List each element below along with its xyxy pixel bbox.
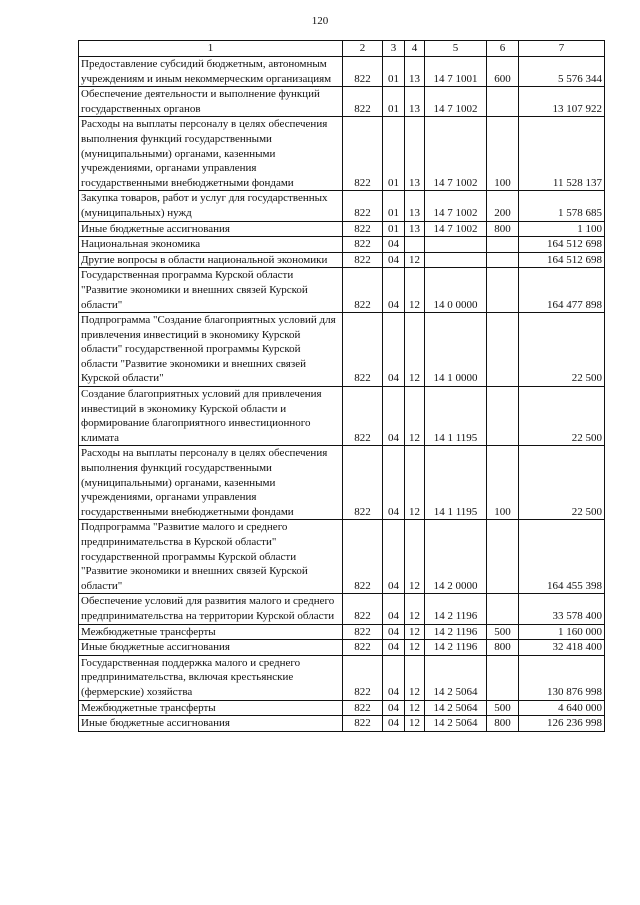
row-vr-cell: 800 <box>487 716 519 732</box>
row-section-cell: 04 <box>383 716 405 732</box>
header-cell-3: 3 <box>383 41 405 57</box>
row-name-cell: Создание благоприятных условий для привлечения инвестиций в экономику Курской области и формирование благоприятного инвестиционного климата <box>79 387 343 446</box>
row-csr-cell: 14 7 1002 <box>425 221 487 237</box>
row-subsection-cell: 13 <box>405 87 425 117</box>
row-csr-cell: 14 7 1002 <box>425 87 487 117</box>
table-row <box>79 716 605 732</box>
row-code-cell: 822 <box>343 655 383 700</box>
row-amount-cell: 1 578 685 <box>519 191 605 221</box>
row-name-cell: Национальная экономика <box>79 237 343 253</box>
table-row <box>79 221 605 237</box>
row-name-cell: Межбюджетные трансферты <box>79 700 343 716</box>
table-row <box>79 57 605 87</box>
row-section-cell: 01 <box>383 221 405 237</box>
row-vr-cell: 500 <box>487 700 519 716</box>
row-section-cell: 04 <box>383 640 405 656</box>
row-name-cell: Иные бюджетные ассигнования <box>79 221 343 237</box>
table-row <box>79 624 605 640</box>
row-vr-cell <box>487 520 519 594</box>
table-row <box>79 387 605 446</box>
row-section-cell: 01 <box>383 191 405 221</box>
row-vr-cell <box>487 594 519 624</box>
row-subsection-cell: 12 <box>405 313 425 387</box>
row-vr-cell <box>487 655 519 700</box>
table-row <box>79 594 605 624</box>
row-amount-cell: 32 418 400 <box>519 640 605 656</box>
row-csr-cell: 14 1 0000 <box>425 313 487 387</box>
row-amount-cell: 164 477 898 <box>519 268 605 313</box>
row-code-cell: 822 <box>343 640 383 656</box>
row-csr-cell: 14 2 5064 <box>425 716 487 732</box>
row-amount-cell: 33 578 400 <box>519 594 605 624</box>
row-name-cell: Подпрограмма "Создание благоприятных условий для привлечения инвестиций в экономику Курской области" государственной программы Курской области "Развитие экономики и внешних связей Курской области" <box>79 313 343 387</box>
row-csr-cell: 14 7 1002 <box>425 191 487 221</box>
row-subsection-cell: 12 <box>405 268 425 313</box>
row-section-cell: 01 <box>383 87 405 117</box>
row-name-cell: Межбюджетные трансферты <box>79 624 343 640</box>
row-csr-cell: 14 0 0000 <box>425 268 487 313</box>
row-csr-cell: 14 2 1196 <box>425 624 487 640</box>
row-subsection-cell <box>405 237 425 253</box>
row-csr-cell: 14 1 1195 <box>425 446 487 520</box>
row-vr-cell <box>487 237 519 253</box>
table-row <box>79 700 605 716</box>
table-row <box>79 87 605 117</box>
header-cell-2: 2 <box>343 41 383 57</box>
table-row <box>79 520 605 594</box>
row-code-cell: 822 <box>343 237 383 253</box>
row-amount-cell: 13 107 922 <box>519 87 605 117</box>
row-vr-cell: 200 <box>487 191 519 221</box>
row-subsection-cell: 12 <box>405 252 425 268</box>
row-code-cell: 822 <box>343 520 383 594</box>
row-code-cell: 822 <box>343 221 383 237</box>
page-number: 120 <box>311 15 329 27</box>
table-header-row <box>79 41 605 57</box>
row-vr-cell <box>487 313 519 387</box>
row-code-cell: 822 <box>343 313 383 387</box>
row-section-cell: 01 <box>383 117 405 191</box>
row-subsection-cell: 13 <box>405 117 425 191</box>
row-vr-cell: 800 <box>487 221 519 237</box>
row-csr-cell: 14 7 1001 <box>425 57 487 87</box>
row-name-cell: Закупка товаров, работ и услуг для государственных (муниципальных) нужд <box>79 191 343 221</box>
row-csr-cell: 14 2 0000 <box>425 520 487 594</box>
row-code-cell: 822 <box>343 252 383 268</box>
table-row <box>79 446 605 520</box>
row-code-cell: 822 <box>343 624 383 640</box>
row-subsection-cell: 13 <box>405 221 425 237</box>
header-cell-4: 4 <box>405 41 425 57</box>
row-section-cell: 04 <box>383 655 405 700</box>
row-section-cell: 04 <box>383 594 405 624</box>
row-code-cell: 822 <box>343 387 383 446</box>
row-code-cell: 822 <box>343 446 383 520</box>
row-subsection-cell: 12 <box>405 387 425 446</box>
row-vr-cell <box>487 387 519 446</box>
row-csr-cell: 14 2 5064 <box>425 700 487 716</box>
row-subsection-cell: 12 <box>405 446 425 520</box>
row-section-cell: 04 <box>383 387 405 446</box>
row-csr-cell: 14 1 1195 <box>425 387 487 446</box>
row-vr-cell <box>487 252 519 268</box>
row-amount-cell: 130 876 998 <box>519 655 605 700</box>
row-name-cell: Государственная поддержка малого и среднего предпринимательства, включая крестьянские (фермерские) хозяйства <box>79 655 343 700</box>
row-subsection-cell: 12 <box>405 624 425 640</box>
row-vr-cell <box>487 87 519 117</box>
row-name-cell: Подпрограмма "Развитие малого и среднего предпринимательства в Курской области" государственной программы Курской области "Развитие экономики и внешних связей Курской области" <box>79 520 343 594</box>
row-code-cell: 822 <box>343 191 383 221</box>
row-section-cell: 04 <box>383 313 405 387</box>
row-amount-cell: 22 500 <box>519 446 605 520</box>
row-csr-cell: 14 2 1196 <box>425 594 487 624</box>
row-subsection-cell: 13 <box>405 57 425 87</box>
row-name-cell: Расходы на выплаты персоналу в целях обеспечения выполнения функций государственными (муниципальными) органами, казенными учреждениями, органами управления государственными внебюджетными фондами <box>79 446 343 520</box>
row-code-cell: 822 <box>343 57 383 87</box>
row-amount-cell: 1 100 <box>519 221 605 237</box>
row-csr-cell: 14 7 1002 <box>425 117 487 191</box>
row-section-cell: 04 <box>383 624 405 640</box>
table-row <box>79 237 605 253</box>
row-name-cell: Обеспечение деятельности и выполнение функций государственных органов <box>79 87 343 117</box>
row-vr-cell: 600 <box>487 57 519 87</box>
row-section-cell: 01 <box>383 57 405 87</box>
row-subsection-cell: 12 <box>405 640 425 656</box>
table-row <box>79 313 605 387</box>
row-csr-cell: 14 2 1196 <box>425 640 487 656</box>
table-row <box>79 252 605 268</box>
header-cell-7: 7 <box>519 41 605 57</box>
row-code-cell: 822 <box>343 716 383 732</box>
row-vr-cell: 800 <box>487 640 519 656</box>
row-vr-cell: 500 <box>487 624 519 640</box>
table-row <box>79 655 605 700</box>
row-name-cell: Иные бюджетные ассигнования <box>79 640 343 656</box>
row-amount-cell: 164 512 698 <box>519 252 605 268</box>
row-amount-cell: 126 236 998 <box>519 716 605 732</box>
table-row <box>79 268 605 313</box>
table-row <box>79 117 605 191</box>
header-cell-6: 6 <box>487 41 519 57</box>
row-code-cell: 822 <box>343 700 383 716</box>
budget-table <box>78 40 605 732</box>
row-amount-cell: 164 512 698 <box>519 237 605 253</box>
row-subsection-cell: 12 <box>405 655 425 700</box>
header-cell-5: 5 <box>425 41 487 57</box>
row-name-cell: Предоставление субсидий бюджетным, автономным учреждениям и иным некоммерческим организациям <box>79 57 343 87</box>
row-amount-cell: 22 500 <box>519 387 605 446</box>
header-cell-1: 1 <box>79 41 343 57</box>
row-name-cell: Иные бюджетные ассигнования <box>79 716 343 732</box>
row-amount-cell: 4 640 000 <box>519 700 605 716</box>
row-amount-cell: 1 160 000 <box>519 624 605 640</box>
row-csr-cell: 14 2 5064 <box>425 655 487 700</box>
row-section-cell: 04 <box>383 268 405 313</box>
row-amount-cell: 22 500 <box>519 313 605 387</box>
row-code-cell: 822 <box>343 87 383 117</box>
row-name-cell: Государственная программа Курской области "Развитие экономики и внешних связей Курской области" <box>79 268 343 313</box>
row-subsection-cell: 12 <box>405 716 425 732</box>
row-subsection-cell: 12 <box>405 520 425 594</box>
row-csr-cell <box>425 252 487 268</box>
row-section-cell: 04 <box>383 700 405 716</box>
row-name-cell: Другие вопросы в области национальной экономики <box>79 252 343 268</box>
table-body <box>79 57 605 732</box>
row-amount-cell: 11 528 137 <box>519 117 605 191</box>
row-subsection-cell: 12 <box>405 594 425 624</box>
row-subsection-cell: 12 <box>405 700 425 716</box>
row-vr-cell: 100 <box>487 117 519 191</box>
row-section-cell: 04 <box>383 520 405 594</box>
row-section-cell: 04 <box>383 446 405 520</box>
row-name-cell: Обеспечение условий для развития малого и среднего предпринимательства на территории Курской области <box>79 594 343 624</box>
row-code-cell: 822 <box>343 594 383 624</box>
row-amount-cell: 5 576 344 <box>519 57 605 87</box>
row-code-cell: 822 <box>343 117 383 191</box>
row-name-cell: Расходы на выплаты персоналу в целях обеспечения выполнения функций государственными (муниципальными) органами, казенными учреждениями, органами управления государственными внебюджетными фондами <box>79 117 343 191</box>
row-csr-cell <box>425 237 487 253</box>
table-row <box>79 191 605 221</box>
row-code-cell: 822 <box>343 268 383 313</box>
row-vr-cell <box>487 268 519 313</box>
row-subsection-cell: 13 <box>405 191 425 221</box>
row-amount-cell: 164 455 398 <box>519 520 605 594</box>
row-section-cell: 04 <box>383 237 405 253</box>
table-row <box>79 640 605 656</box>
row-section-cell: 04 <box>383 252 405 268</box>
row-vr-cell: 100 <box>487 446 519 520</box>
